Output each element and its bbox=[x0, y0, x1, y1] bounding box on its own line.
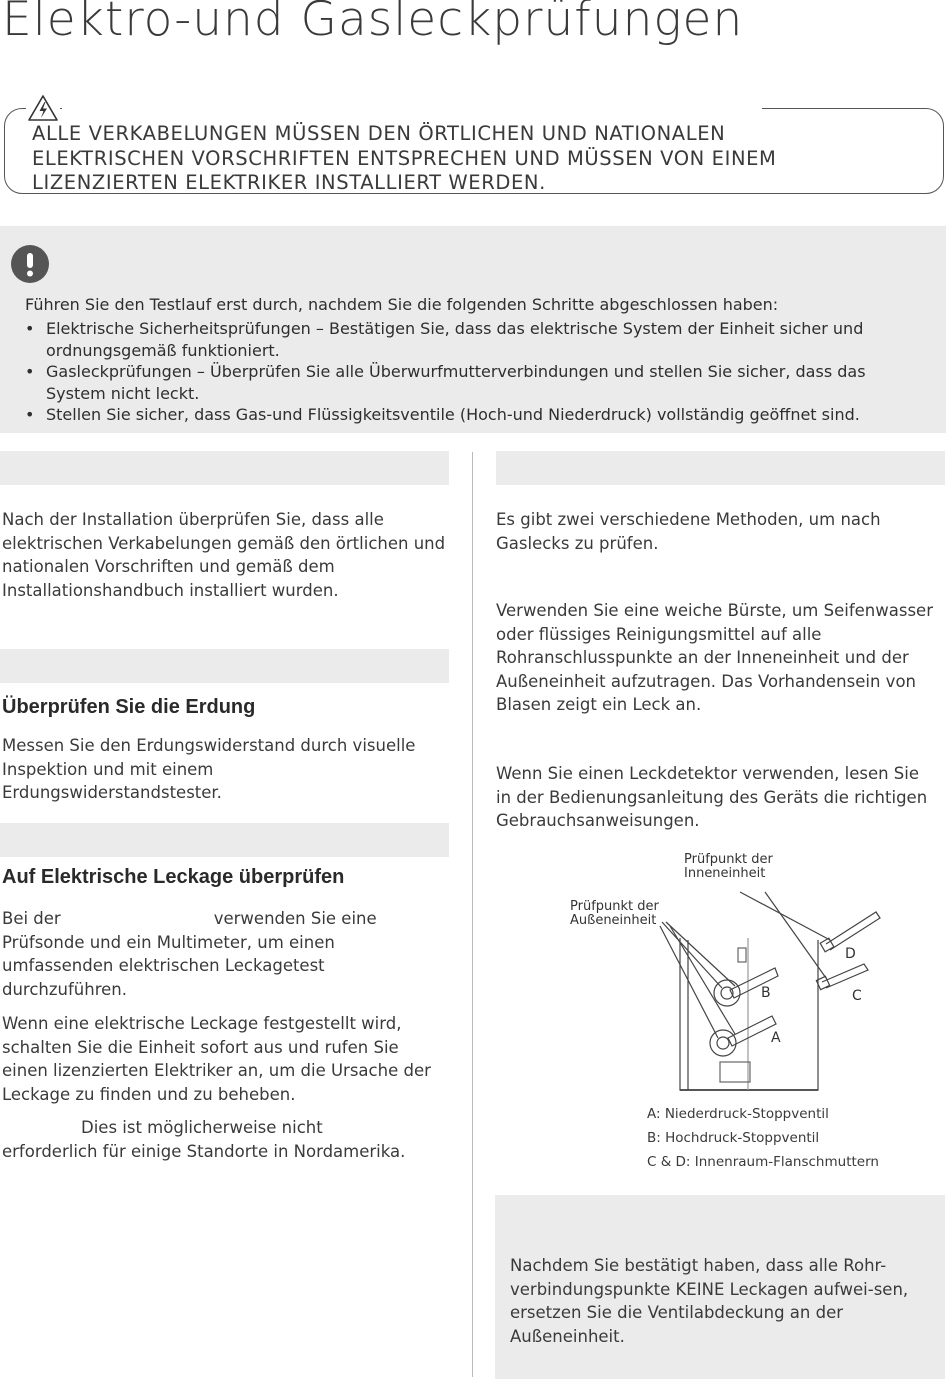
warning-text bbox=[32, 122, 776, 196]
exclamation-icon bbox=[11, 245, 49, 283]
note-intro: Führen Sie den Testlauf erst durch, nachdem Sie die folgenden Schritte abgeschlossen haben: bbox=[25, 295, 779, 314]
label-indoor-checkpoint: Prüfpunkt der Inneneinheit bbox=[684, 852, 773, 881]
leakage-paragraph-3 bbox=[2, 1116, 452, 1163]
legend-item: C & D: Innenraum-Flanschmuttern bbox=[647, 1154, 879, 1170]
note-list bbox=[25, 318, 925, 426]
grounding-text: Messen Sie den Erdungswiderstand durch visuelle Inspektion und mit einem Erdungswiderstandstester. bbox=[2, 736, 416, 802]
leakage-paragraph-1 bbox=[2, 907, 442, 1001]
diagram-letter-d: D bbox=[845, 946, 856, 962]
leakage-p3-rest: erforderlich für einige Standorte in Nordamerika. bbox=[2, 1141, 406, 1161]
warning-line: LIZENZIERTEN ELEKTRIKER INSTALLIERT WERDEN. bbox=[32, 171, 546, 194]
note-item-text: Gasleckprüfungen – Überprüfen Sie alle Überwurfmutterverbindungen und stellen Sie sicher, dass das System nicht leckt. bbox=[46, 362, 866, 403]
list-item: • Elektrische Sicherheitsprüfungen – Bestätigen Sie, dass das elektrische System der Einheit sicher und ordnungsgemäß funktioniert. bbox=[25, 319, 864, 360]
diagram-letter-c: C bbox=[852, 988, 862, 1004]
legend-item: A: Niederdruck-Stoppventil bbox=[647, 1106, 829, 1122]
list-item: • Gasleckprüfungen – Überprüfen Sie alle Überwurfmutterverbindungen und stellen Sie sicher, dass das System nicht leckt. bbox=[25, 362, 866, 403]
gas-soap-method: Verwenden Sie eine weiche Bürste, um Seifenwasser oder flüssiges Reinigungsmittel auf alle Rohranschlusspunkte an der Inneneinheit und der Außeneinheit aufzutragen. Das Vorhandensein von Blasen zeigt ein Leck an. bbox=[496, 601, 933, 714]
column-divider bbox=[472, 452, 473, 1377]
note-item-text: Stellen Sie sicher, dass Gas-und Flüssigkeitsventile (Hoch-und Niederdruck) vollständig geöffnet sind. bbox=[46, 405, 860, 424]
page-title: Elektro-und Gasleckprüfungen bbox=[2, 0, 744, 47]
warning-box-gap bbox=[62, 104, 762, 112]
electrical-intro: Nach der Installation überprüfen Sie, dass alle elektrischen Verkabelungen gemäß den örtlichen und nationalen Vorschriften und gemäß dem Installationshandbuch installiert wurden. bbox=[2, 510, 446, 600]
final-note-text: Nachdem Sie bestätigt haben, dass alle Rohr-verbindungspunkte KEINE Leckagen aufwei-sen, ersetzen Sie die Ventilabdeckung an der Außeneinheit. bbox=[510, 1256, 909, 1346]
leakage-paragraph-2: Wenn eine elektrische Leckage festgestellt wird, schalten Sie die Einheit sofort aus und rufen Sie einen lizenzierten Elektriker an, um die Ursache der Leckage zu finden und zu beheben. bbox=[2, 1014, 431, 1104]
diagram-letter-b: B bbox=[761, 985, 771, 1001]
diagram-legend bbox=[647, 1102, 879, 1174]
leakage-p3-start: Dies ist möglicherweise nicht bbox=[81, 1118, 323, 1137]
label-outdoor-checkpoint: Prüfpunkt der Außeneinheit bbox=[570, 899, 659, 928]
note-item-text: Elektrische Sicherheitsprüfungen – Bestätigen Sie, dass das elektrische System der Einheit sicher und ordnungsgemäß funktioniert. bbox=[46, 319, 864, 360]
grounding-heading: Überprüfen Sie die Erdung bbox=[2, 696, 256, 718]
leakage-heading: Auf Elektrische Leckage überprüfen bbox=[2, 866, 345, 888]
leakage-p1-rest: verwenden Sie eine Prüfsonde und ein Multimeter, um einen umfassenden elektrischen Leckagetest durchzuführen. bbox=[2, 909, 377, 999]
warning-line: ALLE VERKABELUNGEN MÜSSEN DEN ÖRTLICHEN UND NATIONALEN bbox=[32, 122, 726, 145]
section-bar-leakage bbox=[0, 823, 449, 857]
legend-item: B: Hochdruck-Stoppventil bbox=[647, 1130, 820, 1146]
leakage-p1-start: Bei der bbox=[2, 909, 61, 928]
warning-line: ELEKTRISCHEN VORSCHRIFTEN ENTSPRECHEN UND MÜSSEN VON EINEM bbox=[32, 146, 777, 170]
list-item: • Stellen Sie sicher, dass Gas-und Flüssigkeitsventile (Hoch-und Niederdruck) vollständig geöffnet sind. bbox=[25, 405, 860, 424]
gas-detector-method: Wenn Sie einen Leckdetektor verwenden, lesen Sie in der Bedienungsanleitung des Geräts die richtigen Gebrauchsanweisungen. bbox=[496, 764, 928, 830]
electrical-hazard-icon bbox=[26, 93, 60, 123]
diagram-letter-a: A bbox=[771, 1030, 781, 1046]
section-bar-gas bbox=[496, 451, 945, 485]
gas-intro: Es gibt zwei verschiedene Methoden, um nach Gaslecks zu prüfen. bbox=[496, 510, 881, 553]
section-bar-grounding bbox=[0, 649, 449, 683]
section-bar-electrical bbox=[0, 451, 449, 485]
